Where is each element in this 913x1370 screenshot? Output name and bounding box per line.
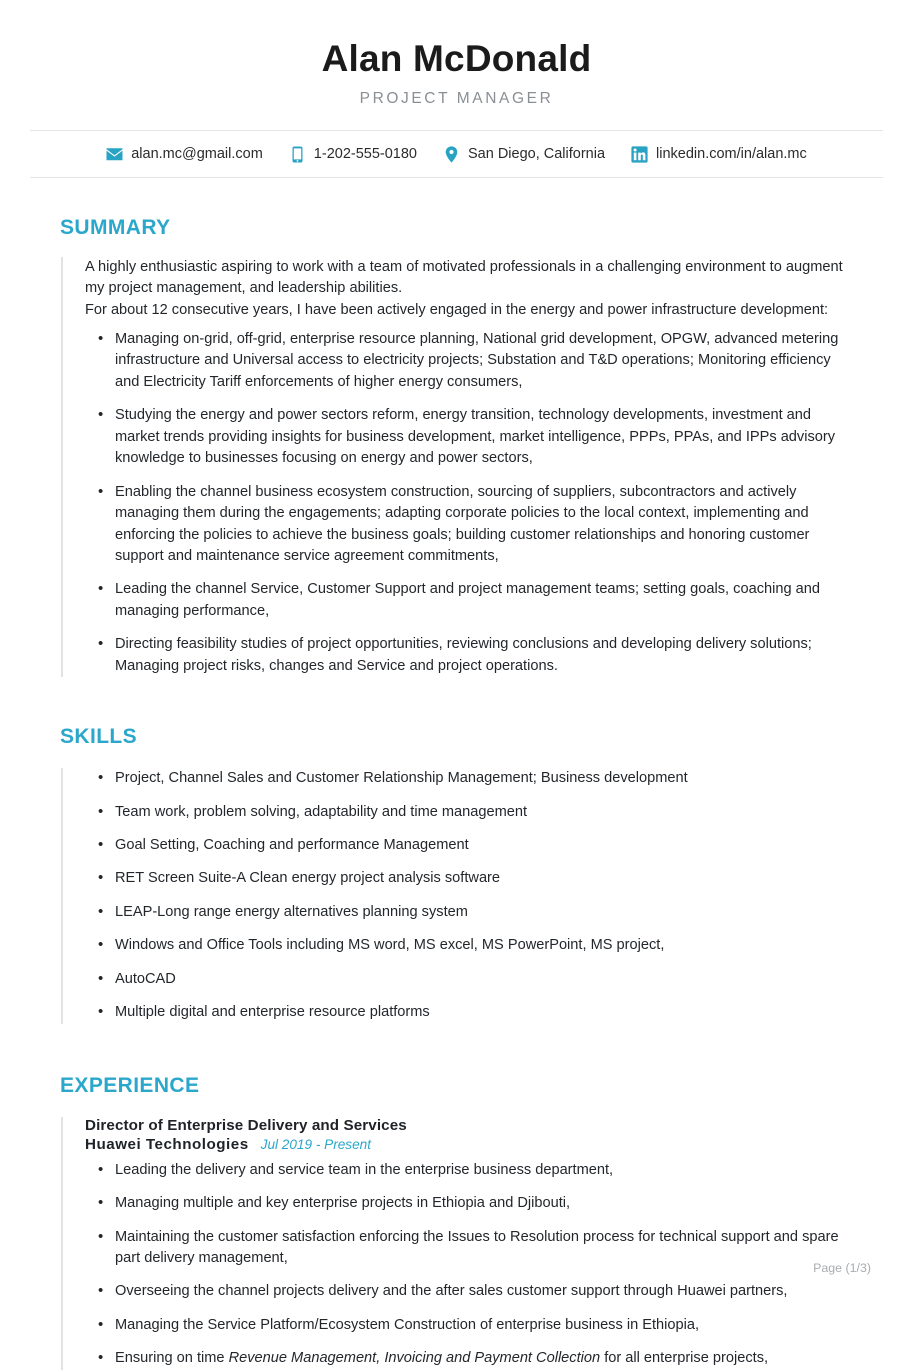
list-item: • Multiple digital and enterprise resource platforms <box>115 1002 853 1023</box>
contact-location[interactable] <box>443 146 605 163</box>
skills-body <box>61 768 853 1024</box>
experience-entry <box>85 1117 853 1370</box>
job-meta <box>85 1136 853 1153</box>
contact-email[interactable] <box>106 146 263 163</box>
contact-linkedin-text: linkedin.com/in/alan.mc <box>656 146 807 163</box>
contact-location-text: San Diego, California <box>468 146 606 163</box>
job-dates: Jul 2019 - Present <box>260 1136 371 1152</box>
list-item: • Leading the channel Service, Customer Support and project management teams; setting goals, coaching and managing performance, <box>115 579 853 622</box>
list-item: • Managing on-grid, off-grid, enterprise resource planning, National grid development, OPGW, advanced metering infrastructure and Universal access to electricity projects; Substation and T&D operations; Monitoring efficiency and Electricity Tariff enforcements of higher energy consumers, <box>115 329 853 393</box>
list-item: • AutoCAD <box>115 969 853 990</box>
list-item: • Leading the delivery and service team in the enterprise business department, <box>115 1160 853 1181</box>
list-item <box>115 1348 853 1369</box>
summary-bullet-list <box>85 329 853 677</box>
contact-bar <box>0 131 913 177</box>
bullet-text-pre: Ensuring on time <box>115 1350 229 1367</box>
section-skills <box>0 725 913 1024</box>
contact-linkedin[interactable] <box>631 146 807 163</box>
experience-title: EXPERIENCE <box>60 1073 200 1097</box>
list-item: • Managing the Service Platform/Ecosystem Construction of enterprise business in Ethiopia, <box>115 1315 853 1336</box>
summary-intro-2: For about 12 consecutive years, I have been actively engaged in the energy and power infrastructure development: <box>85 301 829 318</box>
contact-phone-text: 1-202-555-0180 <box>313 146 417 163</box>
list-item: • Enabling the channel business ecosystem construction, sourcing of suppliers, subcontractors and actively managing them during the engagements; adapting corporate policies to the local context, implementing and enforcing the policies to achieve the business goals; building customer relationships and honoring customer support and maintenance service agreement commitments, <box>115 482 853 568</box>
section-experience <box>0 1074 913 1370</box>
resume-header <box>0 0 913 108</box>
linkedin-icon <box>631 146 648 163</box>
job-company: Huawei Technologies <box>85 1135 249 1153</box>
experience-bullet-list <box>85 1160 853 1370</box>
list-item: • Project, Channel Sales and Customer Relationship Management; Business development <box>115 768 853 789</box>
bullet-text-post: for all enterprise projects, <box>600 1350 769 1367</box>
divider-bottom <box>30 177 883 178</box>
section-summary <box>0 216 913 678</box>
list-item: • Maintaining the customer satisfaction enforcing the Issues to Resolution process for technical support and spare part delivery management, <box>115 1227 853 1270</box>
candidate-name: Alan McDonald <box>321 38 592 79</box>
skills-title: SKILLS <box>60 725 138 749</box>
list-item: • Windows and Office Tools including MS word, MS excel, MS PowerPoint, MS project, <box>115 935 853 956</box>
contact-phone[interactable] <box>289 146 417 163</box>
list-item: • Managing multiple and key enterprise projects in Ethiopia and Djibouti, <box>115 1193 853 1214</box>
phone-icon <box>289 146 306 163</box>
candidate-role: PROJECT MANAGER <box>359 89 554 107</box>
summary-title: SUMMARY <box>60 215 171 239</box>
bullet-text-italic: Revenue Management, Invoicing and Payment Collection <box>228 1350 601 1367</box>
summary-body <box>61 257 853 678</box>
summary-intro-1: A highly enthusiastic aspiring to work with a team of motivated professionals in a challenging environment to augment my project management, and leadership abilities. <box>85 258 843 296</box>
list-item: • RET Screen Suite-A Clean energy project analysis software <box>115 868 853 889</box>
list-item: • Directing feasibility studies of project opportunities, reviewing conclusions and developing delivery solutions; Managing project risks, changes and Service and project operations. <box>115 634 853 677</box>
skills-list <box>85 768 853 1024</box>
page-number: Page (1/3) <box>813 1261 871 1275</box>
list-item: • Overseeing the channel projects delivery and the after sales customer support through Huawei partners, <box>115 1281 853 1302</box>
experience-body <box>61 1117 853 1370</box>
list-item: • Goal Setting, Coaching and performance Management <box>115 835 853 856</box>
list-item: • LEAP-Long range energy alternatives planning system <box>115 902 853 923</box>
list-item: • Team work, problem solving, adaptability and time management <box>115 802 853 823</box>
envelope-icon <box>106 146 123 163</box>
list-item: • Studying the energy and power sectors reform, energy transition, technology developments, investment and market trends providing insights for business development, market intelligence, PPPs, PPAs, and IPPs advisory knowledge to businesses focusing on energy and power sectors, <box>115 405 853 469</box>
location-pin-icon <box>443 146 460 163</box>
contact-email-text: alan.mc@gmail.com <box>131 146 263 163</box>
job-title: Director of Enterprise Delivery and Services <box>85 1116 407 1134</box>
